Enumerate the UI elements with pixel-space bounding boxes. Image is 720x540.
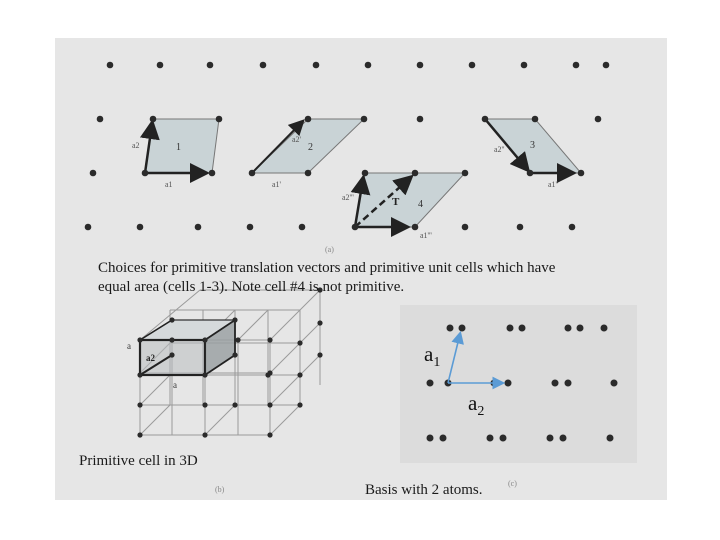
- cell-4-a1-label: a1''': [420, 231, 432, 240]
- lattice-2d-figure: [85, 62, 610, 254]
- cell-3-a2-label: a2'': [494, 145, 505, 154]
- basis-tag: (c): [508, 479, 517, 488]
- cell-3-number: 3: [530, 140, 535, 151]
- figure-3d-a-top-label: a: [127, 341, 131, 351]
- primitive-3d-caption: Primitive cell in 3D: [79, 453, 198, 469]
- cell-1-a1-label: a1: [165, 180, 173, 189]
- main-caption-line-1: Choices for primitive translation vectors and primitive unit cells which have: [98, 260, 556, 276]
- cell-4-diagonal-label: T: [392, 196, 400, 208]
- cell-4-number: 4: [418, 199, 423, 210]
- figure-2d-tag: (a): [325, 245, 334, 254]
- cell-2-a1-label: a1': [272, 180, 281, 189]
- cell-2-number: 2: [308, 142, 313, 153]
- cell-1: [145, 119, 219, 173]
- cell-4: [355, 173, 465, 227]
- figure-3d-tag: (b): [215, 485, 225, 494]
- cell-1-number: 1: [176, 142, 181, 153]
- basis-a1-label: $a_1$: [424, 342, 441, 371]
- cell-1-a2-label: a2: [132, 141, 140, 150]
- figure-3d-a2-label: a2: [146, 353, 155, 363]
- main-caption: [98, 259, 618, 297]
- figure-3d-a-bottom-label: a: [173, 380, 177, 390]
- basis-a2-label: $a_2$: [468, 391, 485, 420]
- cell-2-a2-label: a2': [292, 135, 301, 144]
- basis-caption: Basis with 2 atoms.: [365, 482, 483, 498]
- cell-3-a1-label: a1'': [548, 180, 559, 189]
- cell-4-a2-label: a2''': [342, 193, 354, 202]
- basis-figure: [400, 305, 637, 488]
- main-caption-line-2: equal area (cells 1-3). Note cell #4 is not primitive.: [98, 279, 405, 295]
